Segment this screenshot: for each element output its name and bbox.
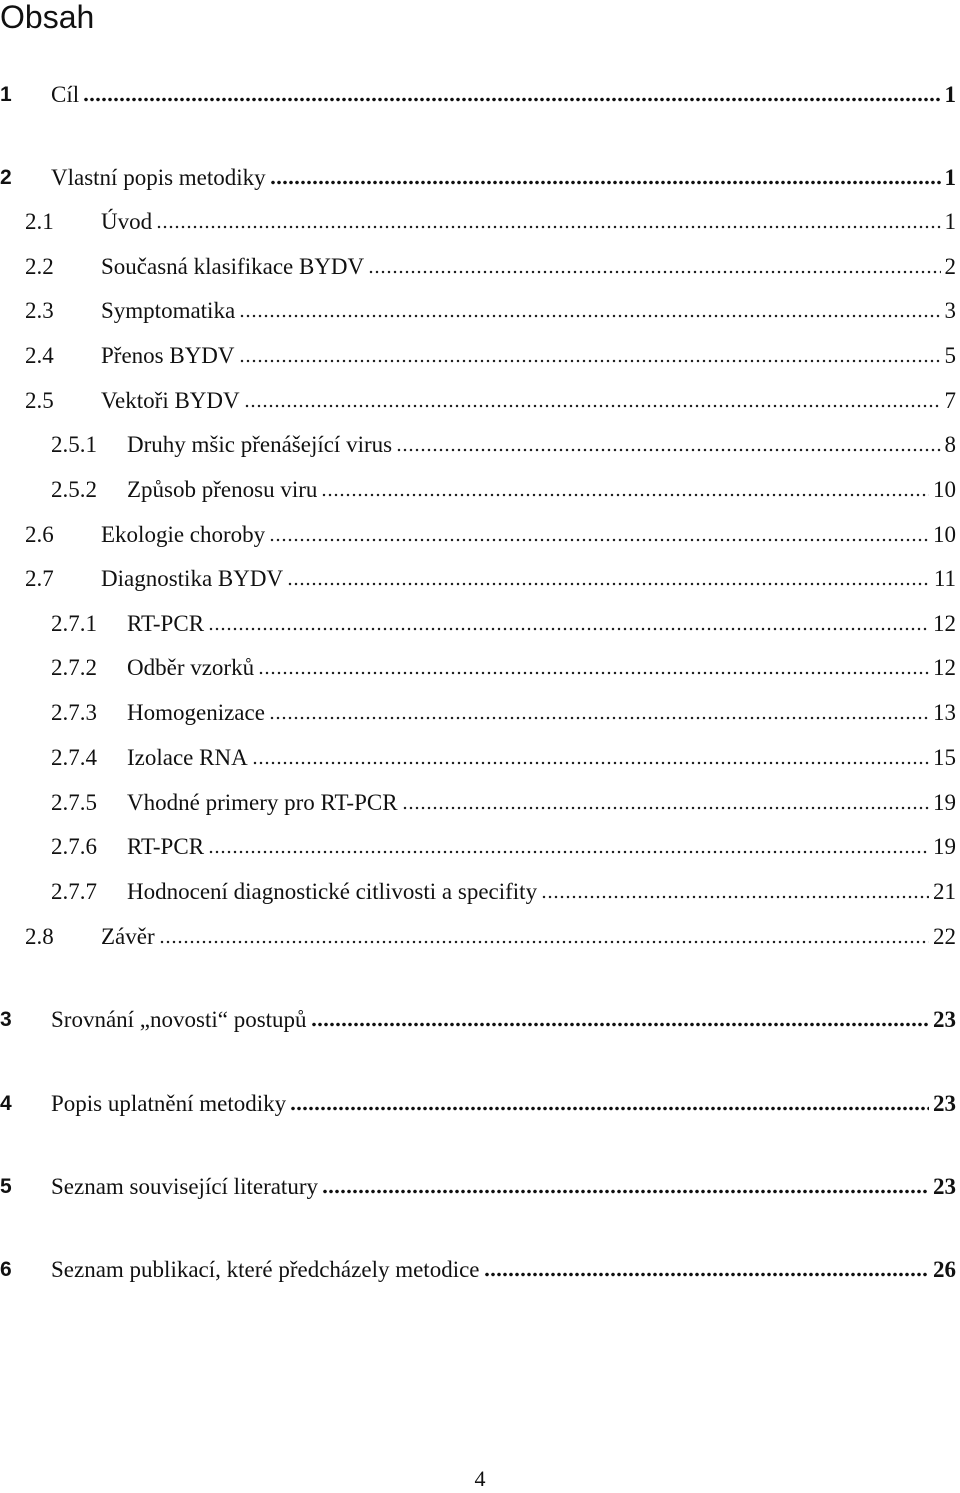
- toc-entry-number: 2.4: [25, 343, 54, 368]
- toc-entry-page: 19: [933, 834, 956, 859]
- toc-entry-title[interactable]: Homogenizace: [127, 700, 265, 725]
- toc-entry-number: 3: [0, 1008, 12, 1031]
- dot-leader: [244, 403, 941, 409]
- dot-leader: [402, 805, 929, 811]
- toc-entry-page: 21: [933, 879, 956, 904]
- toc-entry[interactable]: [0, 520, 960, 550]
- toc-entry-title[interactable]: Závěr: [101, 924, 155, 949]
- toc-entry-page: 26: [933, 1257, 956, 1282]
- toc-entry-number: 2.7.4: [51, 745, 97, 770]
- toc-entry[interactable]: [0, 341, 960, 371]
- toc-entry-page: 10: [933, 522, 956, 547]
- dot-leader: [239, 358, 941, 364]
- toc-entry-page: 10: [933, 477, 956, 502]
- toc-entry-number: 2.7.2: [51, 655, 97, 680]
- toc-entry-title[interactable]: Ekologie choroby: [101, 522, 266, 547]
- toc-entry-number: 2.7.6: [51, 834, 97, 859]
- toc-entry[interactable]: [0, 80, 960, 110]
- toc-entry[interactable]: [0, 1255, 960, 1285]
- toc-entry[interactable]: [0, 609, 960, 639]
- toc-entry-page: 19: [933, 790, 956, 815]
- dot-leader: [83, 96, 940, 103]
- toc-entry-number: 2.1: [25, 209, 54, 234]
- toc-entry-page: 23: [933, 1091, 956, 1116]
- toc-entry-page: 13: [933, 700, 956, 725]
- toc-entry-number: 2.5: [25, 388, 54, 413]
- toc-entry-title[interactable]: Srovnání „novosti“ postupů: [51, 1007, 307, 1032]
- toc-entry[interactable]: [0, 877, 960, 907]
- toc-entry-number: 2.6: [25, 522, 54, 547]
- dot-leader: [368, 269, 940, 275]
- dot-leader: [321, 492, 929, 498]
- toc-entry-number: 2: [0, 166, 12, 189]
- dot-leader: [396, 447, 940, 453]
- toc-entry-number: 2.8: [25, 924, 54, 949]
- toc-entry[interactable]: [0, 564, 960, 594]
- toc-entry-number: 2.5.2: [51, 477, 97, 502]
- toc-entry-title[interactable]: Seznam publikací, které předcházely metodice: [51, 1257, 480, 1282]
- toc-entry[interactable]: [0, 1005, 960, 1035]
- toc-entry-number: 2.7.3: [51, 700, 97, 725]
- toc-entry-number: 2.7.7: [51, 879, 97, 904]
- toc-entry[interactable]: [0, 653, 960, 683]
- dot-leader: [287, 581, 930, 587]
- toc-entry-title[interactable]: Cíl: [51, 82, 80, 107]
- toc-entry[interactable]: [0, 163, 960, 193]
- toc-entry-page: 11: [933, 566, 956, 591]
- toc-entry-number: 1: [0, 83, 12, 106]
- toc-entry-page: 22: [933, 924, 956, 949]
- dot-leader: [290, 1105, 929, 1112]
- toc-entry[interactable]: [0, 386, 960, 416]
- toc-entry[interactable]: [0, 743, 960, 773]
- dot-leader: [208, 849, 929, 855]
- toc-entry-page: 12: [933, 611, 956, 636]
- toc-entry-number: 2.7.5: [51, 790, 97, 815]
- toc-entry-title[interactable]: Hodnocení diagnostické citlivosti a specifity: [127, 879, 538, 904]
- toc-entry-number: 6: [0, 1258, 12, 1281]
- toc-entry[interactable]: [0, 832, 960, 862]
- dot-leader: [322, 1188, 929, 1195]
- toc-entry-title[interactable]: Přenos BYDV: [101, 343, 235, 368]
- toc-entry[interactable]: [0, 1089, 960, 1119]
- toc-entry-title[interactable]: Symptomatika: [101, 298, 236, 323]
- toc-entry-title[interactable]: Odběr vzorků: [127, 655, 255, 680]
- toc-entry[interactable]: [0, 475, 960, 505]
- dot-leader: [252, 760, 929, 766]
- toc-entry[interactable]: [0, 788, 960, 818]
- toc-entry-number: 5: [0, 1175, 12, 1198]
- toc-entry-number: 2.5.1: [51, 432, 97, 457]
- toc-entry-page: 1: [944, 165, 956, 190]
- page-title: Obsah: [0, 0, 95, 35]
- toc-entry-page: 2: [944, 254, 956, 279]
- toc-entry-page: 1: [944, 82, 956, 107]
- dot-leader: [270, 179, 941, 186]
- toc-entry-number: 2.7: [25, 566, 54, 591]
- toc-entry-page: 15: [933, 745, 956, 770]
- dot-leader: [484, 1271, 930, 1278]
- toc-entry-page: 23: [933, 1174, 956, 1199]
- toc-entry[interactable]: [0, 922, 960, 952]
- toc-entry-title[interactable]: RT-PCR: [127, 611, 205, 636]
- dot-leader: [269, 537, 929, 543]
- toc-entry-page: 3: [944, 298, 956, 323]
- toc-entry-page: 5: [944, 343, 956, 368]
- toc-entry-title[interactable]: Vektoři BYDV: [101, 388, 240, 413]
- dot-leader: [269, 715, 929, 721]
- toc-entry[interactable]: [0, 430, 960, 460]
- toc-entry-title[interactable]: RT-PCR: [127, 834, 205, 859]
- dot-leader: [159, 939, 929, 945]
- toc-entry-title[interactable]: Seznam související literatury: [51, 1174, 318, 1199]
- dot-leader: [208, 626, 929, 632]
- dot-leader: [541, 894, 929, 900]
- toc-entry-title[interactable]: Úvod: [101, 209, 153, 234]
- page-number: 4: [474, 1466, 486, 1491]
- dot-leader: [258, 670, 929, 676]
- toc-entry[interactable]: [0, 252, 960, 282]
- toc-entry-title[interactable]: Izolace RNA: [127, 745, 248, 770]
- toc-entry-title[interactable]: Popis uplatnění metodiky: [51, 1091, 287, 1116]
- toc-entry-title[interactable]: Vlastní popis metodiky: [51, 165, 266, 190]
- toc-entry-title[interactable]: Způsob přenosu viru: [127, 477, 318, 502]
- toc-entry[interactable]: [0, 207, 960, 237]
- toc-entry[interactable]: [0, 1172, 960, 1202]
- toc-entry-number: 4: [0, 1092, 12, 1115]
- toc-entry-title[interactable]: Druhy mšic přenášející virus: [127, 432, 393, 457]
- toc-entry-title[interactable]: Současná klasifikace BYDV: [101, 254, 365, 279]
- toc-entry-page: 7: [944, 388, 956, 413]
- toc-entry[interactable]: [0, 296, 960, 326]
- dot-leader: [311, 1021, 929, 1028]
- toc-entry-page: 8: [944, 432, 956, 457]
- toc-entry-title[interactable]: Diagnostika BYDV: [101, 566, 284, 591]
- toc-entry-title[interactable]: Vhodné primery pro RT-PCR: [127, 790, 398, 815]
- toc-entry[interactable]: [0, 698, 960, 728]
- toc-entry-number: 2.2: [25, 254, 54, 279]
- toc-entry-number: 2.7.1: [51, 611, 97, 636]
- toc-entry-page: 12: [933, 655, 956, 680]
- toc-entry-page: 1: [944, 209, 956, 234]
- toc-entry-number: 2.3: [25, 298, 54, 323]
- toc-entry-page: 23: [933, 1007, 956, 1032]
- dot-leader: [156, 224, 940, 230]
- dot-leader: [239, 313, 940, 319]
